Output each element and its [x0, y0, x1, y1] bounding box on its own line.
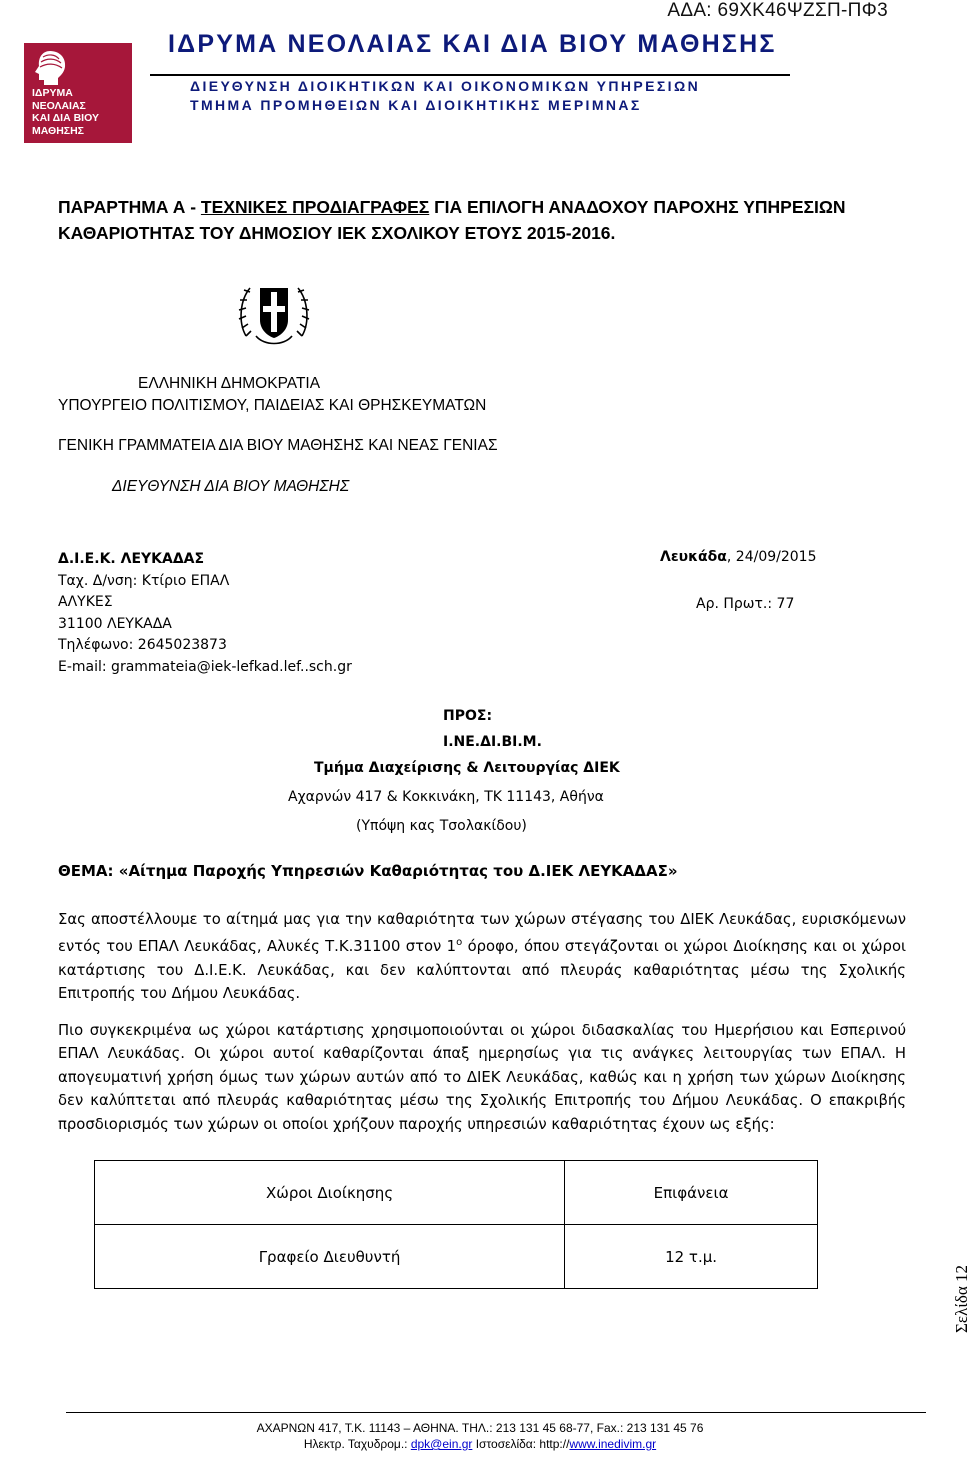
table-row	[95, 1225, 818, 1289]
ministry-title: ΥΠΟΥΡΓΕΙΟ ΠΟΛΙΤΙΣΜΟΥ, ΠΑΙΔΕΙΑΣ ΚΑΙ ΘΡΗΣΚΕΥΜΑΤΩΝ	[58, 397, 487, 414]
sender-address-line: Ταχ. Δ/νση: Κτίριο ΕΠΑΛ	[58, 572, 230, 589]
annex-title: ΠΑΡΑΡΤΗΜΑ Α - ΤΕΧΝΙΚΕΣ ΠΡΟΔΙΑΓΡΑΦΕΣ ΓΙΑ ΕΠΙΛΟΓΗ ΑΝΑΔΟΧΟΥ ΠΑΡΟΧΗΣ ΥΠΗΡΕΣΙΩΝ ΚΑΘΑΡΙΟΤΗΤΑΣ ΤΟΥ ΔΗΜΟΣΙΟΥ ΙΕΚ ΣΧΟΛΙΚΟΥ ΕΤΟΥΣ 2015-2016.	[58, 197, 846, 243]
sender-block	[58, 549, 352, 678]
page-number: Σελίδα 12	[952, 1264, 971, 1333]
head-silhouette-icon	[30, 47, 70, 87]
table-cell: Γραφείο Διευθυντή	[95, 1225, 565, 1289]
org-department: ΤΜΗΜΑ ΠΡΟΜΗΘΕΙΩΝ ΚΑΙ ΔΙΟΙΚΗΤΙΚΗΣ ΜΕΡΙΜΝΑΣ	[190, 97, 642, 113]
sender-address-line: 31100 ΛΕΥΚΑΔΑ	[58, 615, 172, 632]
body-paragraph: Σας αποστέλλουμε το αίτημά μας για την καθαριότητα των χώρων στέγασης του ΔΙΕΚ Λευκάδας, ευρισκόμενων εντός του ΕΠΑΛ Λευκάδας, Αλυκές Τ.Κ.31100 στον $1^o$ όροφο, όπου στεγάζονται οι χώροι Διοίκησης και οι χώροι κατάρτισης του Δ.Ι.Ε.Κ. Λευκάδας, και δεν καλύπτονται από πλευράς καθαριότητας μέσω της Σχολικής Επιτροπής του Δήμου Λευκάδας.	[58, 911, 906, 1003]
footer-contact: Ηλεκτρ. Ταχυδρομ.: dpk@ein.gr Ιστοσελίδα: http://www.inedivim.gr	[303, 1437, 657, 1451]
sender-phone: Τηλέφωνο: 2645023873	[58, 637, 227, 653]
header-divider	[150, 74, 790, 76]
footer-divider	[66, 1412, 926, 1413]
subject-line: ΘΕΜΑ: «Αίτημα Παροχής Υπηρεσιών Καθαριότητας του Δ.ΙΕΚ ΛΕΥΚΑΔΑΣ»	[58, 862, 678, 880]
table-cell: 12 τ.μ.	[565, 1225, 818, 1289]
org-title: ΙΔΡΥΜΑ ΝΕΟΛΑΙΑΣ ΚΑΙ ΔΙΑ ΒΙΟΥ ΜΑΘΗΣΗΣ	[168, 30, 777, 58]
areas-table	[94, 1160, 818, 1289]
table-header-cell: Επιφάνεια	[565, 1161, 818, 1225]
sender-name: Δ.Ι.Ε.Κ. ΛΕΥΚΑΔΑΣ	[58, 551, 205, 567]
ada-code: ΑΔΑ: 69ΧΚ46ΨΖΣΠ-ΠΦ3	[667, 0, 888, 21]
sender-email: E-mail: grammateia@iek-lefkad.lef..sch.gr	[58, 658, 352, 675]
body-paragraph: Πιο συγκεκριμένα ως χώροι κατάρτισης χρησιμοποιούνται οι χώροι διδασκαλίας του Ημερήσιου και Εσπερινού ΕΠΑΛ Λευκάδας. Οι χώροι αυτοί καθαρίζονται άπαξ ημερησίως για τις ανάγκες λειτουργίας των ΕΠΑΛ. Η απογευματινή χρήση όμως των χώρων αυτών από το ΔΙΕΚ Λευκάδας, καθώς και η χρήση των χώρων Διοίκησης δεν καλύπτεται από πλευράς καθαριότητας μέσω της Σχολικής Επιτροπής του Δήμου Λευκάδας. Ο επακριβής προσδιορισμός των χώρων οι οποίοι χρήζουν παροχής υπηρεσιών καθαριότητας έχουν ως εξής:	[58, 1022, 906, 1133]
table-header-cell: Χώροι Διοίκησης	[95, 1161, 565, 1225]
org-directorate: ΔΙΕΥΘΥΝΣΗ ΔΙΟΙΚΗΤΙΚΩΝ ΚΑΙ ΟΙΚΟΝΟΜΙΚΩΝ ΥΠΗΡΕΣΙΩΝ	[190, 78, 701, 94]
logo-text: ΙΔΡΥΜΑ ΝΕΟΛΑΙΑΣ ΚΑΙ ΔΙΑ ΒΙΟΥ ΜΑΘΗΣΗΣ	[32, 87, 99, 137]
footer-address: ΑΧΑΡΝΩΝ 417, Τ.Κ. 11143 – ΑΘΗΝΑ. ΤΗΛ.: 213 131 45 68-77, Fax.: 213 131 45 76	[256, 1421, 704, 1435]
footer-website-link[interactable]: www.inedivim.gr	[569, 1437, 657, 1451]
place-label: Λευκάδα	[660, 549, 727, 565]
recipient-address: Αχαρνών 417 & Κοκκινάκη, ΤΚ 11143, Αθήνα	[288, 789, 604, 805]
to-label: ΠΡΟΣ:	[443, 708, 493, 724]
footer-email-link[interactable]: dpk@ein.gr	[410, 1437, 473, 1451]
table-header-row	[95, 1161, 818, 1225]
institution-logo	[24, 43, 132, 143]
annex-underlined: ΤΕΧΝΙΚΕΣ ΠΡΟΔΙΑΓΡΑΦΕΣ	[200, 197, 430, 217]
recipient-attention: (Υπόψη κας Τσολακίδου)	[356, 818, 527, 834]
republic-title: ΕΛΛΗΝΙΚΗ ΔΗΜΟΚΡΑΤΙΑ	[138, 375, 321, 392]
greek-coat-of-arms-icon	[236, 276, 312, 352]
recipient-org: Ι.ΝΕ.ΔΙ.ΒΙ.Μ.	[443, 734, 542, 750]
protocol-number: Αρ. Πρωτ.: 77	[696, 596, 795, 612]
directorate-title: ΔΙΕΥΘΥΝΣΗ ΔΙΑ ΒΙΟΥ ΜΑΘΗΣΗΣ	[112, 478, 350, 495]
document-date: Λευκάδα, 24/09/2015	[660, 549, 817, 565]
sender-address-line: ΑΛΥΚΕΣ	[58, 594, 113, 610]
recipient-dept: Τμήμα Διαχείρισης & Λειτουργίας ΔΙΕΚ	[314, 760, 620, 776]
secretariat-title: ΓΕΝΙΚΗ ΓΡΑΜΜΑΤΕΙΑ ΔΙΑ ΒΙΟΥ ΜΑΘΗΣΗΣ ΚΑΙ ΝΕΑΣ ΓΕΝΙΑΣ	[58, 437, 498, 454]
